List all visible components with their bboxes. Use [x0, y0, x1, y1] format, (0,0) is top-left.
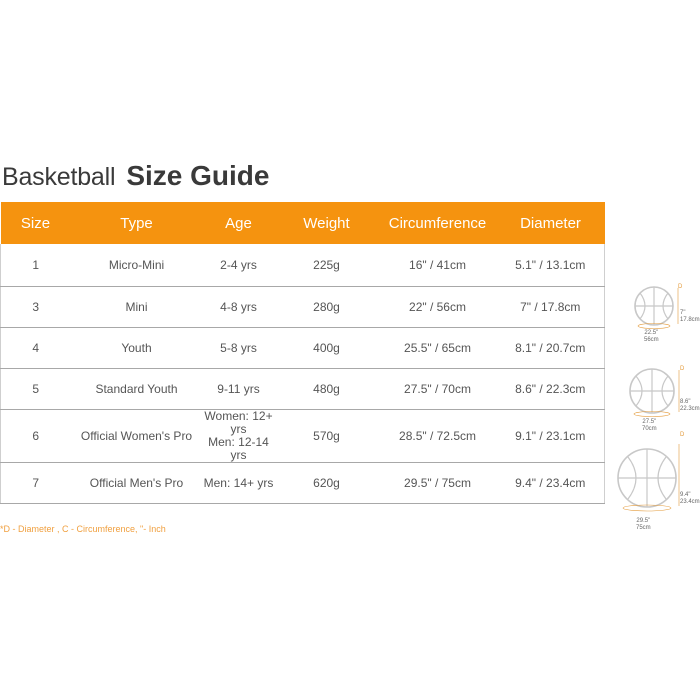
cell-size: 4: [1, 328, 71, 369]
diameter-cm: 22.3cm: [680, 406, 700, 412]
cell-weight: 400g: [275, 328, 379, 369]
table-row: [1, 287, 605, 328]
age-line: 9-11 yrs: [217, 381, 260, 396]
header-type: Type: [71, 202, 203, 244]
diameter-inch: 8.6": [680, 399, 691, 405]
ball-diagram-large: [614, 432, 700, 538]
cell-age: [203, 463, 275, 504]
cell-type: Standard Youth: [71, 369, 203, 410]
cell-weight: 480g: [275, 369, 379, 410]
header-size: Size: [1, 202, 71, 244]
circumference-label: [644, 330, 659, 344]
ball-diagram-small: [626, 282, 700, 346]
cell-circumference: 22" / 56cm: [379, 287, 497, 328]
cell-age: [203, 410, 275, 463]
cell-circumference: 27.5" / 70cm: [379, 369, 497, 410]
table-header-row: [1, 202, 605, 244]
age-line: Women: 12+ yrs: [204, 409, 273, 436]
cell-type: Micro-Mini: [71, 244, 203, 287]
cell-size: 6: [1, 410, 71, 463]
circumference-cm: 56cm: [644, 337, 659, 343]
table-row: [1, 244, 605, 287]
cell-type: Mini: [71, 287, 203, 328]
table-row: [1, 328, 605, 369]
cell-diameter: 8.6" / 22.3cm: [497, 369, 605, 410]
header-weight: Weight: [275, 202, 379, 244]
cell-diameter: 7" / 17.8cm: [497, 287, 605, 328]
title-bold: Size Guide: [126, 160, 270, 191]
circumference-label: [642, 419, 657, 433]
diameter-label: [680, 310, 700, 324]
table-row: [1, 369, 605, 410]
cell-diameter: 5.1" / 13.1cm: [497, 244, 605, 287]
header-age: Age: [203, 202, 275, 244]
cell-weight: 620g: [275, 463, 379, 504]
circumference-inch: 22.5": [644, 330, 659, 336]
circumference-cm: 70cm: [642, 426, 657, 432]
diameter-marker: D: [678, 284, 683, 290]
cell-size: 5: [1, 369, 71, 410]
cell-circumference: 16" / 41cm: [379, 244, 497, 287]
circumference-inch: 27.5": [642, 419, 657, 425]
circumference-label: [636, 518, 651, 532]
cell-age: [203, 287, 275, 328]
cell-type: Official Men's Pro: [71, 463, 203, 504]
diameter-cm: 23.4cm: [680, 499, 700, 505]
cell-diameter: 9.1" / 23.1cm: [497, 410, 605, 463]
size-guide-table: [0, 202, 605, 504]
cell-weight: 225g: [275, 244, 379, 287]
footnote: *D - Diameter , C - Circumference, "- Inch: [0, 524, 166, 534]
diameter-inch: 9.4": [680, 492, 691, 498]
cell-type: Official Women's Pro: [71, 410, 203, 463]
age-line: 5-8 yrs: [220, 340, 257, 355]
cell-age: [203, 244, 275, 287]
cell-circumference: 29.5" / 75cm: [379, 463, 497, 504]
cell-type: Youth: [71, 328, 203, 369]
diameter-cm: 17.8cm: [680, 317, 700, 323]
basketball-icon: [614, 432, 694, 522]
cell-age: [203, 328, 275, 369]
age-line: 2-4 yrs: [220, 257, 257, 272]
diameter-label: [680, 492, 700, 506]
diameter-marker: D: [680, 366, 685, 372]
cell-weight: 280g: [275, 287, 379, 328]
table-row: [1, 410, 605, 463]
cell-circumference: 25.5" / 65cm: [379, 328, 497, 369]
cell-diameter: 9.4" / 23.4cm: [497, 463, 605, 504]
cell-size: 1: [1, 244, 71, 287]
cell-age: [203, 369, 275, 410]
cell-size: 3: [1, 287, 71, 328]
age-line: 4-8 yrs: [220, 299, 257, 314]
age-line: Men: 12-14 yrs: [208, 435, 269, 462]
title-light: Basketball: [2, 163, 116, 191]
page-title: [2, 160, 269, 192]
cell-weight: 570g: [275, 410, 379, 463]
diameter-inch: 7": [680, 310, 686, 316]
header-diameter: Diameter: [497, 202, 605, 244]
ball-diagram-medium: [622, 364, 700, 440]
diameter-marker: D: [680, 432, 685, 438]
cell-circumference: 28.5" / 72.5cm: [379, 410, 497, 463]
age-line: Men: 14+ yrs: [203, 475, 274, 490]
diameter-label: [680, 399, 700, 413]
cell-diameter: 8.1" / 20.7cm: [497, 328, 605, 369]
header-circumference: Circumference: [379, 202, 497, 244]
circumference-cm: 75cm: [636, 525, 651, 531]
circumference-inch: 29.5": [636, 518, 651, 524]
table-row: [1, 463, 605, 504]
cell-size: 7: [1, 463, 71, 504]
